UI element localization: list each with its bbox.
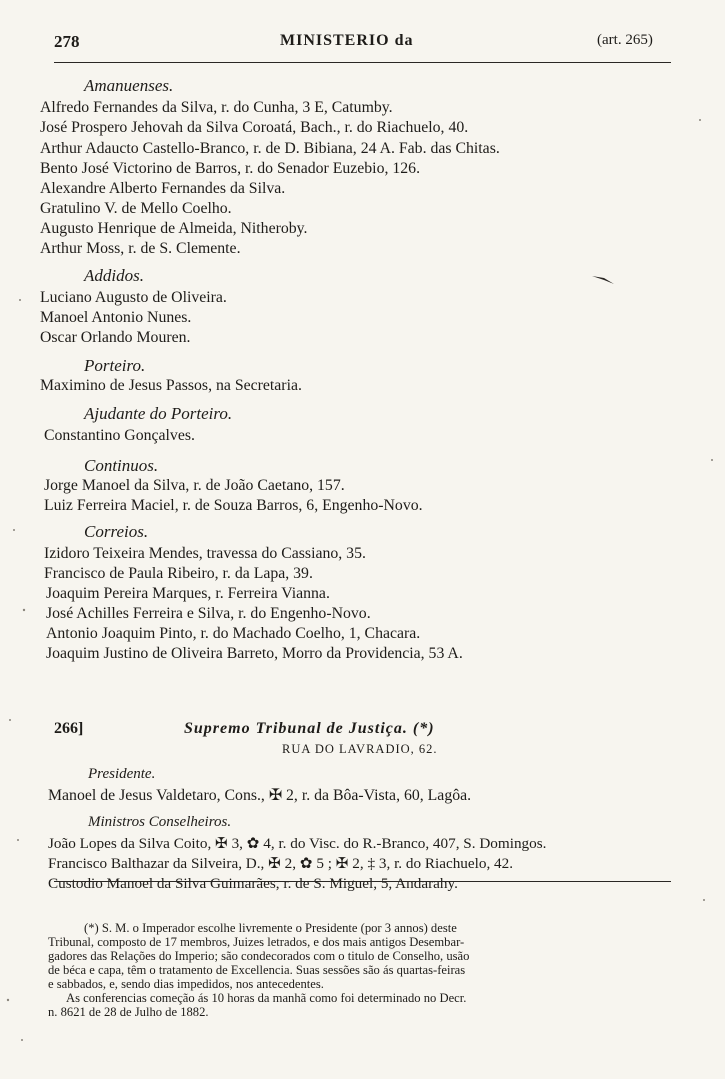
entry-ministro: João Lopes da Silva Coito, ✠ 3, ✿ 4, r. do Visc. do R.-Branco, 407, S. Domingos. — [48, 835, 547, 852]
heading-amanuenses: Amanuenses. — [84, 76, 174, 95]
entry-correio: Joaquim Justino de Oliveira Barreto, Morro da Providencia, 53 A. — [46, 645, 463, 662]
entry-correio: Antonio Joaquim Pinto, r. do Machado Coelho, 1, Chacara. — [46, 625, 421, 642]
running-title: MINISTERIO da — [280, 32, 414, 49]
heading-porteiro: Porteiro. — [84, 356, 146, 375]
heading-continuos: Continuos. — [84, 456, 159, 475]
heading-presidente: Presidente. — [88, 766, 156, 782]
entry-correio: Francisco de Paula Ribeiro, r. da Lapa, 39. — [44, 565, 313, 582]
footnote-line: n. 8621 de 28 de Julho de 1882. — [48, 1005, 209, 1019]
footnote-line: As conferencias começão ás 10 horas da manhã como foi determinado no Decr. — [66, 991, 467, 1005]
section-number: 266] — [54, 720, 84, 737]
footnote-line: Tribunal, composto de 17 membros, Juizes letrados, e dos mais antigos Desembar- — [48, 935, 465, 949]
footnote-line: de béca e capa, têm o tratamento de Excellencia. Suas sessões são ás quartas-feiras — [48, 963, 466, 977]
entry-amanuense: José Prospero Jehovah da Silva Coroatá, Bach., r. do Riachuelo, 40. — [40, 119, 469, 136]
page-number: 278 — [54, 32, 80, 51]
heading-ajudante-porteiro: Ajudante do Porteiro. — [84, 404, 233, 423]
section-address: RUA DO LAVRADIO, 62. — [282, 742, 438, 756]
entry-amanuense: Alfredo Fernandes da Silva, r. do Cunha, 3 E, Catumby. — [40, 99, 393, 116]
entry-correio: José Achilles Ferreira e Silva, r. do Engenho-Novo. — [46, 605, 371, 622]
heading-ministros-conselheiros: Ministros Conselheiros. — [88, 814, 232, 830]
entry-ministro: Custodio Manoel da Silva Guimarães, r. de S. Miguel, 5, Andarahy. — [48, 875, 458, 892]
entry-amanuense: Bento José Victorino de Barros, r. do Senador Euzebio, 126. — [40, 160, 421, 177]
entry-amanuense: Arthur Moss, r. de S. Clemente. — [40, 240, 241, 257]
entry-addido: Manoel Antonio Nunes. — [40, 309, 192, 326]
entry-correio: Joaquim Pereira Marques, r. Ferreira Vianna. — [46, 585, 330, 602]
entry-presidente: Manoel de Jesus Valdetaro, Cons., ✠ 2, r. da Bôa-Vista, 60, Lagôa. — [48, 787, 472, 804]
entry-addido: Luciano Augusto de Oliveira. — [40, 289, 227, 306]
entry-amanuense: Alexandre Alberto Fernandes da Silva. — [40, 180, 286, 197]
entry-ajudante: Constantino Gonçalves. — [44, 427, 195, 444]
heading-correios: Correios. — [84, 522, 149, 541]
entry-amanuense: Arthur Adaucto Castello-Branco, r. de D. Bibiana, 24 A. Fab. das Chitas. — [40, 140, 500, 157]
section-title: Supremo Tribunal de Justiça. (*) — [184, 720, 435, 737]
heading-addidos: Addidos. — [84, 266, 144, 285]
entry-continuo: Jorge Manoel da Silva, r. de João Caetano, 157. — [44, 477, 345, 494]
footnote-line: e sabbados, e, sendo dias impedidos, nos antecedentes. — [48, 977, 324, 991]
entry-ministro: Francisco Balthazar da Silveira, D., ✠ 2, ✿ 5 ; ✠ 2, ‡ 3, r. do Riachuelo, 42. — [48, 855, 514, 872]
entry-amanuense: Augusto Henrique de Almeida, Nitheroby. — [40, 220, 308, 237]
article-reference: (art. 265) — [597, 32, 653, 48]
entry-addido: Oscar Orlando Mouren. — [40, 329, 191, 346]
entry-correio: Izidoro Teixeira Mendes, travessa do Cassiano, 35. — [44, 545, 366, 562]
footnote-line: gadores das Relações do Imperio; são condecorados com o titulo de Conselho, usão — [48, 949, 470, 963]
entry-amanuense: Gratulino V. de Mello Coelho. — [40, 200, 232, 217]
entry-continuo: Luiz Ferreira Maciel, r. de Souza Barros, 6, Engenho-Novo. — [44, 497, 423, 514]
footnote-line: (*) S. M. o Imperador escolhe livremente o Presidente (por 3 annos) deste — [84, 921, 457, 935]
entry-porteiro: Maximino de Jesus Passos, na Secretaria. — [40, 377, 302, 394]
